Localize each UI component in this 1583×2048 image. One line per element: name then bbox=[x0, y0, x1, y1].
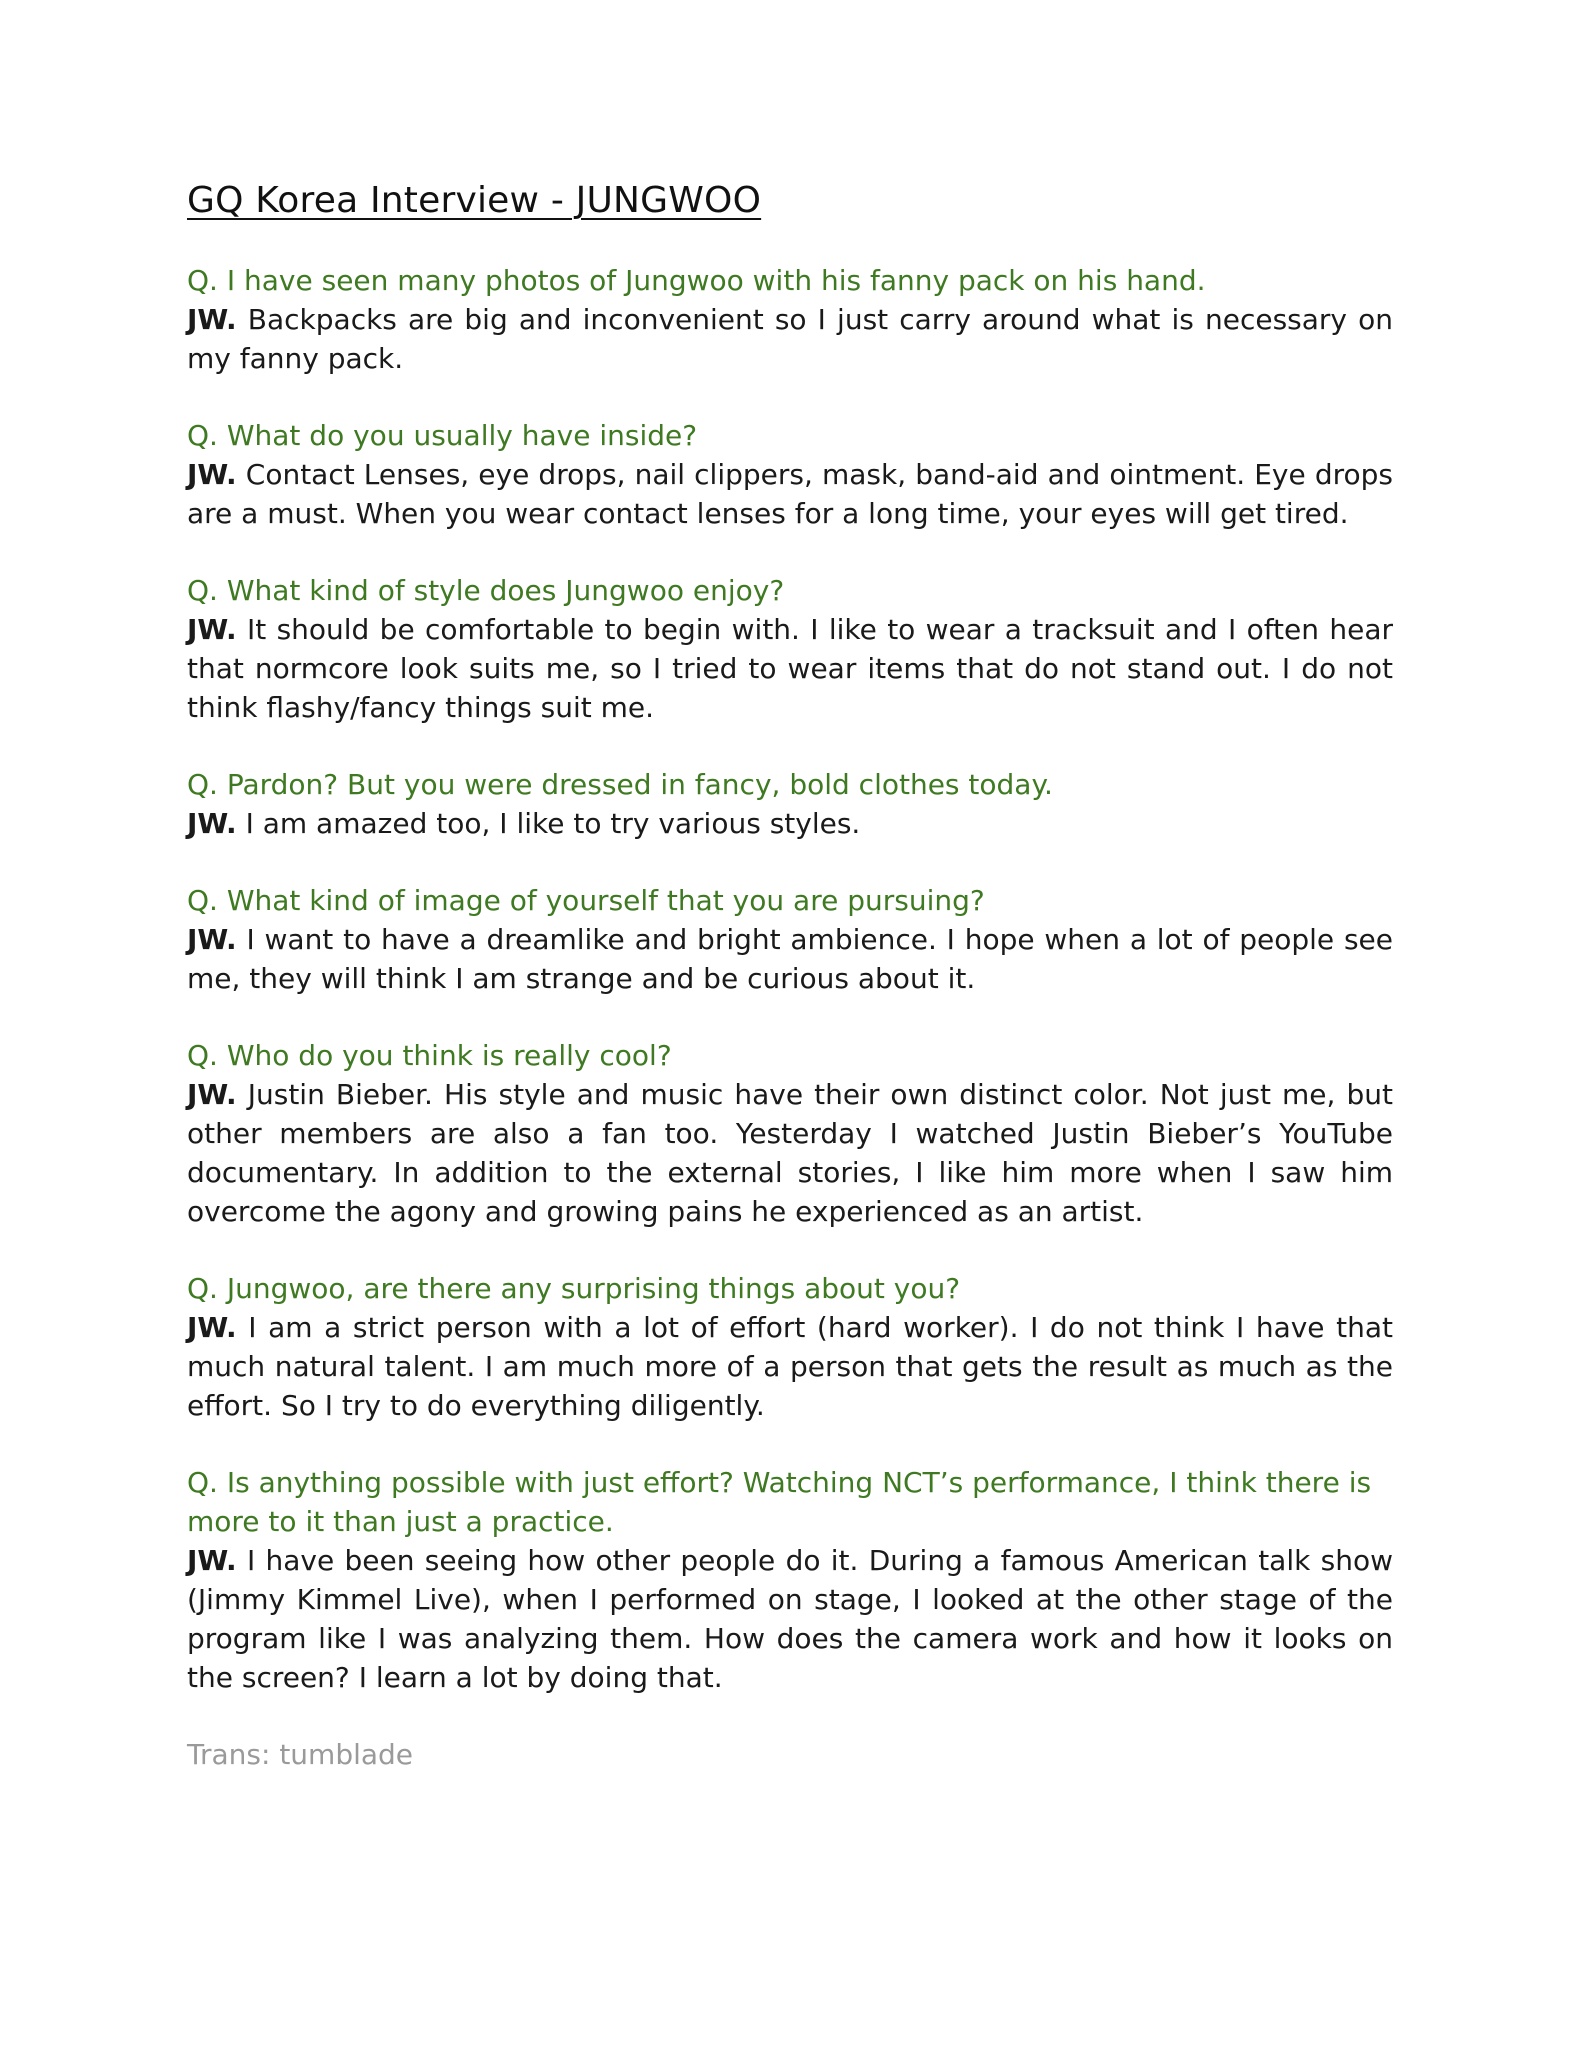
answer-text: Contact Lenses, eye drops, nail clippers, mask, band-aid and ointment. Eye drops are a must. When you wear contact lenses for a long time, your eyes will get tired. bbox=[187, 458, 1393, 530]
answer-paragraph bbox=[187, 804, 1393, 843]
answer-paragraph bbox=[187, 455, 1393, 533]
qa-block bbox=[187, 881, 1393, 998]
speaker-label: JW. bbox=[187, 923, 237, 956]
question-text: Q. What do you usually have inside? bbox=[187, 419, 698, 452]
question-text: Q. What kind of image of yourself that you are pursuing? bbox=[187, 884, 985, 917]
speaker-label: JW. bbox=[187, 807, 237, 840]
document-page bbox=[187, 180, 1393, 1774]
speaker-label: JW. bbox=[187, 1311, 237, 1344]
speaker-label: JW. bbox=[187, 613, 237, 646]
qa-block bbox=[187, 765, 1393, 843]
answer-text: I want to have a dreamlike and bright ambience. I hope when a lot of people see me, they will think I am strange and be curious about it. bbox=[187, 923, 1393, 995]
speaker-label: JW. bbox=[187, 303, 237, 336]
qa-block bbox=[187, 571, 1393, 727]
answer-paragraph bbox=[187, 1541, 1393, 1697]
qa-block bbox=[187, 1036, 1393, 1231]
answer-text: I am a strict person with a lot of effort (hard worker). I do not think I have that much natural talent. I am much more of a person that gets the result as much as the effort. So I try to do everything diligently. bbox=[187, 1311, 1393, 1422]
question-text: Q. Is anything possible with just effort? Watching NCT’s performance, I think there is more to it than just a practice. bbox=[187, 1466, 1372, 1538]
translator-credit: Trans: tumblade bbox=[187, 1738, 414, 1771]
answer-paragraph bbox=[187, 610, 1393, 727]
answer-text: I am amazed too, I like to try various styles. bbox=[245, 807, 861, 840]
speaker-label: JW. bbox=[187, 1544, 237, 1577]
document-title: GQ Korea Interview - JUNGWOO bbox=[187, 180, 762, 221]
qa-block bbox=[187, 416, 1393, 533]
answer-paragraph bbox=[187, 1075, 1393, 1231]
answer-paragraph bbox=[187, 1308, 1393, 1425]
question-text: Q. What kind of style does Jungwoo enjoy? bbox=[187, 574, 785, 607]
qa-block bbox=[187, 261, 1393, 378]
question-text: Q. Jungwoo, are there any surprising things about you? bbox=[187, 1272, 961, 1305]
answer-text: Justin Bieber. His style and music have their own distinct color. Not just me, but other members are also a fan too. Yesterday I watched Justin Bieber’s YouTube documentary. In addition to the external stories, I like him more when I saw him overcome the agony and growing pains he experienced as an artist. bbox=[187, 1078, 1393, 1228]
answer-paragraph bbox=[187, 300, 1393, 378]
qa-block bbox=[187, 1269, 1393, 1425]
speaker-label: JW. bbox=[187, 1078, 237, 1111]
question-text: Q. I have seen many photos of Jungwoo with his fanny pack on his hand. bbox=[187, 264, 1206, 297]
answer-text: It should be comfortable to begin with. I like to wear a tracksuit and I often hear that normcore look suits me, so I tried to wear items that do not stand out. I do not think flashy/fancy things suit me. bbox=[187, 613, 1393, 724]
answer-text: Backpacks are big and inconvenient so I just carry around what is necessary on my fanny pack. bbox=[187, 303, 1393, 375]
question-text: Q. Who do you think is really cool? bbox=[187, 1039, 672, 1072]
speaker-label: JW. bbox=[187, 458, 237, 491]
qa-block bbox=[187, 1463, 1393, 1697]
answer-text: I have been seeing how other people do it. During a famous American talk show (Jimmy Kimmel Live), when I performed on stage, I looked at the other stage of the program like I was analyzing them. How does the camera work and how it looks on the screen? I learn a lot by doing that. bbox=[187, 1544, 1393, 1694]
question-text: Q. Pardon? But you were dressed in fancy, bold clothes today. bbox=[187, 768, 1053, 801]
answer-paragraph bbox=[187, 920, 1393, 998]
